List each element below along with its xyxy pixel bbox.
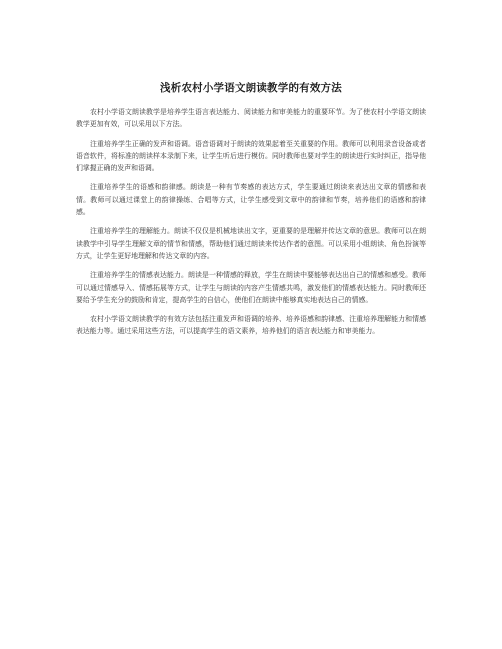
paragraph-emotion: 注重培养学生的情感表达能力。朗读是一种情感的释放，学生在朗读中要能够表达出自己的情感和感受。教师可以通过情感导入、情感拓展等方式，让学生与朗读的内容产生情感共鸣，激发他们的情感表达能力。同时教师还要给予学生充分的鼓励和肯定，提高学生的自信心，使他们在朗读中能够真实地表达自己的情感。 bbox=[76, 271, 426, 304]
document-body bbox=[76, 106, 426, 345]
paragraph-conclusion: 农村小学语文朗读教学的有效方法包括注重发声和语调的培养、培养语感和韵律感、注重培养理解能力和情感表达能力等。通过采用这些方法，可以提高学生的语文素养，培养他们的语言表达能力和审美能力。 bbox=[76, 315, 426, 336]
document-title: 浅析农村小学语文朗读教学的有效方法 bbox=[160, 82, 342, 94]
paragraph-intro: 农村小学语文朗读教学是培养学生语言表达能力、阅读能力和审美能力的重要环节。为了使农村小学语文朗读教学更加有效，可以采用以下方法。 bbox=[76, 108, 426, 129]
paragraph-pronunciation: 注重培养学生正确的发声和语调。语音语调对于朗读的效果起着至关重要的作用。教师可以利用录音设备或者语音软件，将标准的朗读样本录制下来，让学生听后进行模仿。同时教师也要对学生的朗读进行实时纠正，指导他们掌握正确的发声和语调。 bbox=[76, 139, 426, 173]
paragraph-comprehension: 注重培养学生的理解能力。朗读不仅仅是机械地读出文字，更重要的是理解并传达文章的意思。教师可以在朗读教学中引导学生理解文章的情节和情感，帮助他们通过朗读来传达作者的意图。可以采用小组朗读、角色扮演等方式，让学生更好地理解和传达文章的内容。 bbox=[76, 227, 426, 260]
paragraph-rhythm: 注重培养学生的语感和韵律感。朗读是一种有节奏感的表达方式，学生要通过朗读来表达出文章的情感和表情。教师可以通过课堂上的韵律操练、合唱等方式，让学生感受到文章中的韵律和节奏，培养他们的语感和韵律感。 bbox=[76, 183, 426, 217]
